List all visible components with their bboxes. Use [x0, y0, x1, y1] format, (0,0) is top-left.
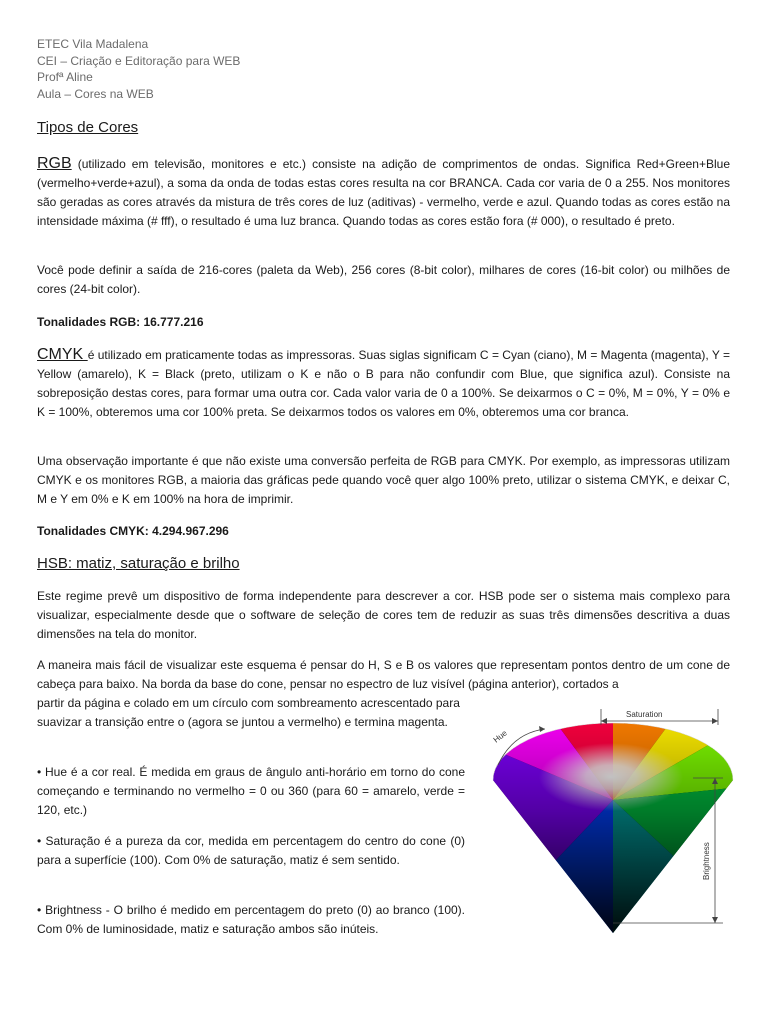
rgb-lead: RGB — [37, 155, 72, 172]
rgb-output-paragraph: Você pode definir a saída de 216-cores (paleta da Web), 256 cores (8-bit color), milhares de cores (16-bit color) ou milhões de cores (24-bit color). — [37, 263, 730, 296]
cmyk-paragraph — [37, 345, 730, 422]
saturation-label: Saturation — [626, 710, 663, 719]
hue-paragraph: • Hue é a cor real. É medida em graus de ângulo anti-horário em torno do cone começando e terminando no vermelho = 0 ou 360 (para 60 = amarelo, verde = 120, etc.) — [37, 765, 465, 817]
cmyk-observation-paragraph: Uma observação importante é que não existe uma conversão perfeita de RGB para CMYK. Por exemplo, as impressoras utilizam CMYK e os monitores RGB, a maioria das gráficas pede quando você quer algo 100% preto, utilizar o sistema CMYK, e deixar C, M e Y em 0% e K em 100% na hora de imprimir. — [37, 454, 730, 506]
header-lesson: Aula – Cores na WEB — [37, 86, 154, 101]
hsb-cone-illustration — [483, 705, 761, 937]
header-course: CEI – Criação e Editoração para WEB — [37, 53, 241, 68]
brightness-paragraph: • Brightness - O brilho é medido em percentagem do preto (0) ao branco (100). Com 0% de luminosidade, matiz e saturação ambos são inúteis. — [37, 903, 465, 936]
rgb-total: Tonalidades RGB: 16.777.216 — [37, 315, 204, 329]
header-school: ETEC Vila Madalena — [37, 37, 149, 51]
hsb-visualize-paragraph-cont: partir da página e colado em um círculo com sombreamento acrescentado para suavizar a transição entre o (agora se juntou a vermelho) e termina magenta. — [37, 696, 460, 729]
hue-label: Hue — [491, 728, 509, 745]
rgb-text: (utilizado em televisão, monitores e etc.) consiste na adição de comprimentos de ondas. Significa Red+Green+Blue (vermelho+verde+azul), a soma da onda de todas estas cores resulta na cor BRANCA. Cada cor varia de 0 a 255. Nos monitores são geradas as cores através da mistura de três cores de luz (aditivas) - vermelho, verde e azul. Quando todas as cores estão na intensidade máxima (# fff), o resultado é uma luz branca. Quando todas as cores estão fora (# 000), o resultado é preto. — [37, 157, 730, 228]
hsb-title: HSB: matiz, saturação e brilho — [37, 555, 240, 572]
cmyk-total: Tonalidades CMYK: 4.294.967.296 — [37, 524, 229, 538]
rgb-paragraph — [37, 154, 730, 231]
cone-body — [483, 705, 761, 937]
hsb-intro-paragraph: Este regime prevê um dispositivo de forma independente para descrever a cor. HSB pode ser o sistema mais complexo para visualizar, especialmente desde que o software de seleção de cores tem de reduzir as suas três dimensões descritiva a duas dimensões na tela do monitor. — [37, 589, 730, 641]
header-teacher: Profª Aline — [37, 70, 93, 84]
cmyk-text: é utilizado em praticamente todas as impressoras. Suas siglas significam C = Cyan (ciano), M = Magenta (magenta), Y = Yellow (amarelo), K = Black (preto, utilizam o K e não o B para não confundir com Blue, que significa azul). Consiste na sobreposição destas cores, para formar uma outra cor. Cada valor varia de 0 a 100%. Se deixarmos o C = 0%, M = 0%, Y = 0% e K = 100%, obteremos uma cor 100% preta. Se deixarmos todos os valores em 0%, obteremos uma cor branca. — [37, 348, 731, 419]
saturation-dimension — [601, 709, 718, 725]
saturation-paragraph: • Saturação é a pureza da cor, medida em percentagem do centro do cone (0) para a superfície (100). Com 0% de saturação, matiz é sem sentido. — [37, 834, 465, 867]
types-title: Tipos de Cores — [37, 119, 139, 136]
hsb-cone-figure — [483, 705, 761, 937]
hsb-visualize-paragraph: A maneira mais fácil de visualizar este esquema é pensar do H, S e B os valores que representam pontos dentro de um cone de cabeça para baixo. Na borda da base do cone, pensar no espectro de luz visível (página anterior), cortados a — [37, 658, 730, 691]
brightness-label: Brightness — [702, 842, 711, 880]
cmyk-lead: CMYK — [37, 346, 88, 363]
